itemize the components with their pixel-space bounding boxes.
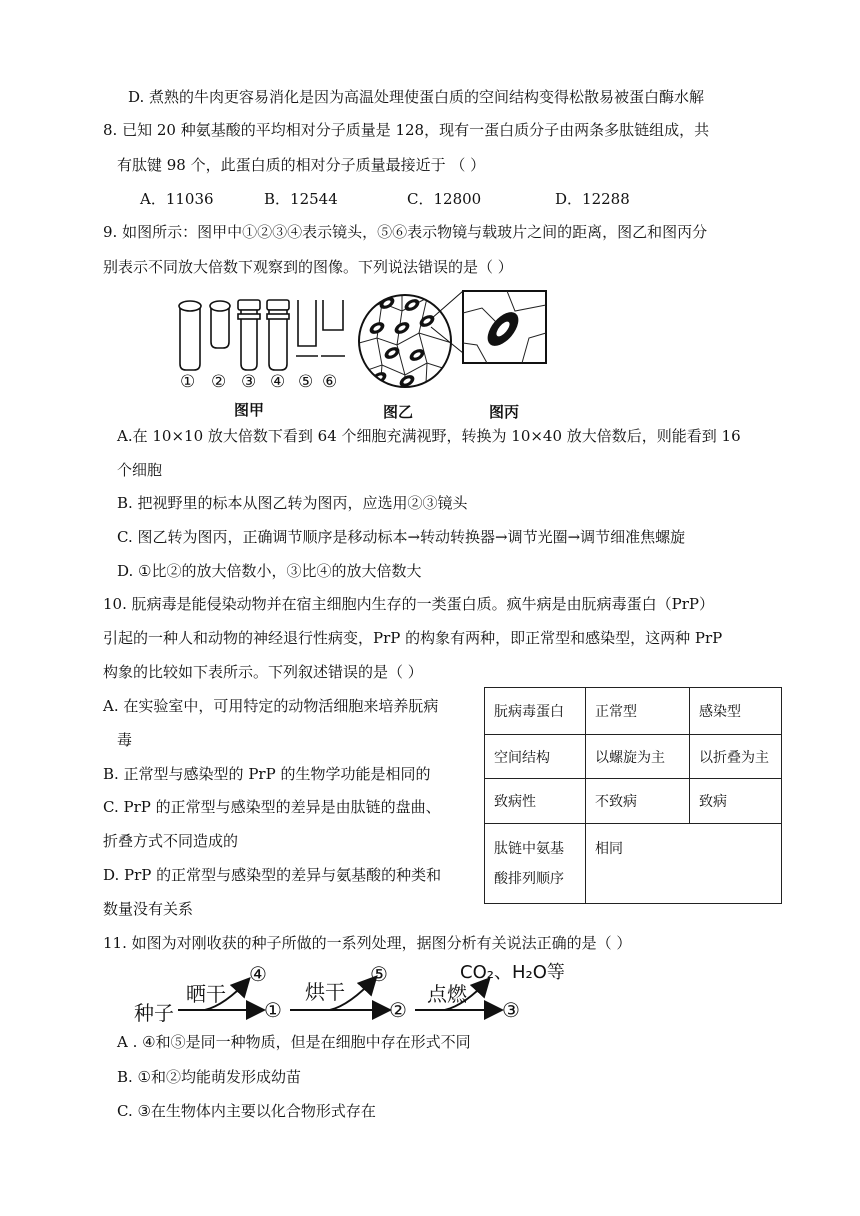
q9-option-a-line2: 个细胞 (117, 461, 163, 479)
q10-option-b: B. 正常型与感染型的 PrP 的生物学功能是相同的 (103, 765, 431, 783)
caption-jia: 图甲 (234, 401, 265, 419)
q10-option-d-line2: 数量没有关系 (103, 900, 194, 918)
eyepiece-short-icon (211, 308, 229, 348)
lens-label-6: ⑥ (322, 372, 338, 392)
table-cell: 以折叠为主 (690, 735, 782, 779)
q9-option-d: D. ①比②的放大倍数小，③比④的放大倍数大 (117, 562, 422, 580)
lens-label-2: ② (211, 372, 227, 392)
q11-option-b: B. ①和②均能萌发形成幼苗 (117, 1068, 302, 1086)
diagram-out-4: ④ (249, 962, 267, 986)
diagram-node-2: ② (389, 998, 407, 1022)
table-cell-line: 酸排列顺序 (494, 870, 564, 887)
objective-short-icon (238, 300, 260, 310)
table-cell: 不致病 (586, 779, 690, 824)
q10-option-a-line2: 毒 (117, 731, 133, 749)
diagram-out-5: ⑤ (370, 962, 388, 986)
caption-bing: 图丙 (489, 403, 520, 421)
q11-option-a: A . ④和⑤是同一种物质，但是在细胞中存在形式不同 (117, 1033, 471, 1051)
table-cell-line: 肽链中氨基 (494, 840, 564, 857)
q11-option-c: C. ③在生物体内主要以化合物形式存在 (117, 1102, 376, 1120)
q8-option-c: C．12800 (407, 190, 482, 208)
q8-option-a: A．11036 (140, 190, 214, 208)
q10-option-a-line1: A. 在实验室中，可用特定的动物活细胞来培养朊病 (103, 697, 439, 715)
diagram-step-ignite: 点燃 (427, 982, 467, 1006)
q8-stem-line2: 有肽键 98 个，此蛋白质的相对分子质量最接近于 （ ） (117, 156, 486, 174)
diagram-step-oven-dry: 烘干 (305, 980, 345, 1004)
diagram-start-seed: 种子 (134, 1001, 174, 1025)
table-cell: 以螺旋为主 (586, 735, 690, 779)
q9-stem-line1: 9. 如图所示：图甲中①②③④表示镜头，⑤⑥表示物镜与载玻片之间的距离，图乙和图丙分 (103, 223, 708, 241)
lens-label-5: ⑤ (298, 372, 314, 392)
table-cell (485, 824, 586, 904)
table-cell: 相同 (586, 824, 782, 904)
table-cell: 致病 (690, 779, 782, 824)
q9-option-b: B. 把视野里的标本从图乙转为图丙，应选用②③镜头 (117, 494, 468, 512)
q7-option-d: D. 煮熟的牛肉更容易消化是因为高温处理使蛋白质的空间结构变得松散易被蛋白酶水解 (128, 88, 705, 106)
q10-stem-line2: 引起的一种人和动物的神经退行性病变，PrP 的构象有两种，即正常型和感染型，这两种 PrP (103, 629, 723, 647)
q9-option-a-line1: A.在 10×10 放大倍数下看到 64 个细胞充满视野，转换为 10×40 放大倍数后，则能看到 16 (117, 427, 741, 445)
q11-stem: 11. 如图为对刚收获的种子所做的一系列处理，据图分析有关说法正确的是（ ） (103, 934, 632, 952)
q8-option-b: B．12544 (264, 190, 338, 208)
q9-option-c: C. 图乙转为图丙，正确调节顺序是移动标本→转动转换器→调节光圈→调节细准焦螺旋 (117, 528, 686, 546)
table-row (485, 735, 782, 779)
figure-yi-bing-images (357, 283, 552, 403)
table-row (485, 779, 782, 824)
diagram-step-sun-dry: 晒干 (186, 982, 226, 1006)
table-cell: 空间结构 (485, 735, 586, 779)
q10-option-c-line2: 折叠方式不同造成的 (103, 832, 239, 850)
table-row (485, 824, 782, 904)
caption-yi: 图乙 (383, 403, 414, 421)
q8-option-d: D．12288 (555, 190, 630, 208)
q10-option-d-line1: D. PrP 的正常型与感染型的差异与氨基酸的种类和 (103, 866, 442, 884)
prp-comparison-table (484, 687, 782, 904)
diagram-node-3: ③ (502, 998, 520, 1022)
q9-stem-line2: 别表示不同放大倍数下观察到的图像。下列说法错误的是（ ） (103, 258, 513, 276)
distance-6-icon (323, 300, 343, 330)
table-header-row (485, 688, 782, 735)
lens-label-1: ① (180, 372, 196, 392)
eyepiece-long-icon (180, 308, 200, 370)
q8-stem-line1: 8. 已知 20 种氨基酸的平均相对分子质量是 128，现有一蛋白质分子由两条多肽链组成，共 (103, 121, 710, 139)
diagram-node-1: ① (264, 998, 282, 1022)
distance-5-icon (298, 300, 316, 346)
lens-label-4: ④ (270, 372, 286, 392)
q10-stem-line3: 构象的比较如下表所示。下列叙述错误的是（ ） (103, 663, 423, 681)
q10-stem-line1: 10. 朊病毒是能侵染动物并在宿主细胞内生存的一类蛋白质。疯牛病是由朊病毒蛋白（PrP） (103, 595, 714, 613)
lens-label-3: ③ (241, 372, 257, 392)
table-cell: 正常型 (586, 688, 690, 735)
table-cell: 朊病毒蛋白 (485, 688, 586, 735)
q10-option-c-line1: C. PrP 的正常型与感染型的差异是由肽链的盘曲、 (103, 798, 441, 816)
diagram-out-co2-h2o: CO₂、H₂O等 (460, 962, 565, 983)
objective-long-icon (267, 300, 289, 310)
table-cell: 感染型 (690, 688, 782, 735)
table-cell: 致病性 (485, 779, 586, 824)
